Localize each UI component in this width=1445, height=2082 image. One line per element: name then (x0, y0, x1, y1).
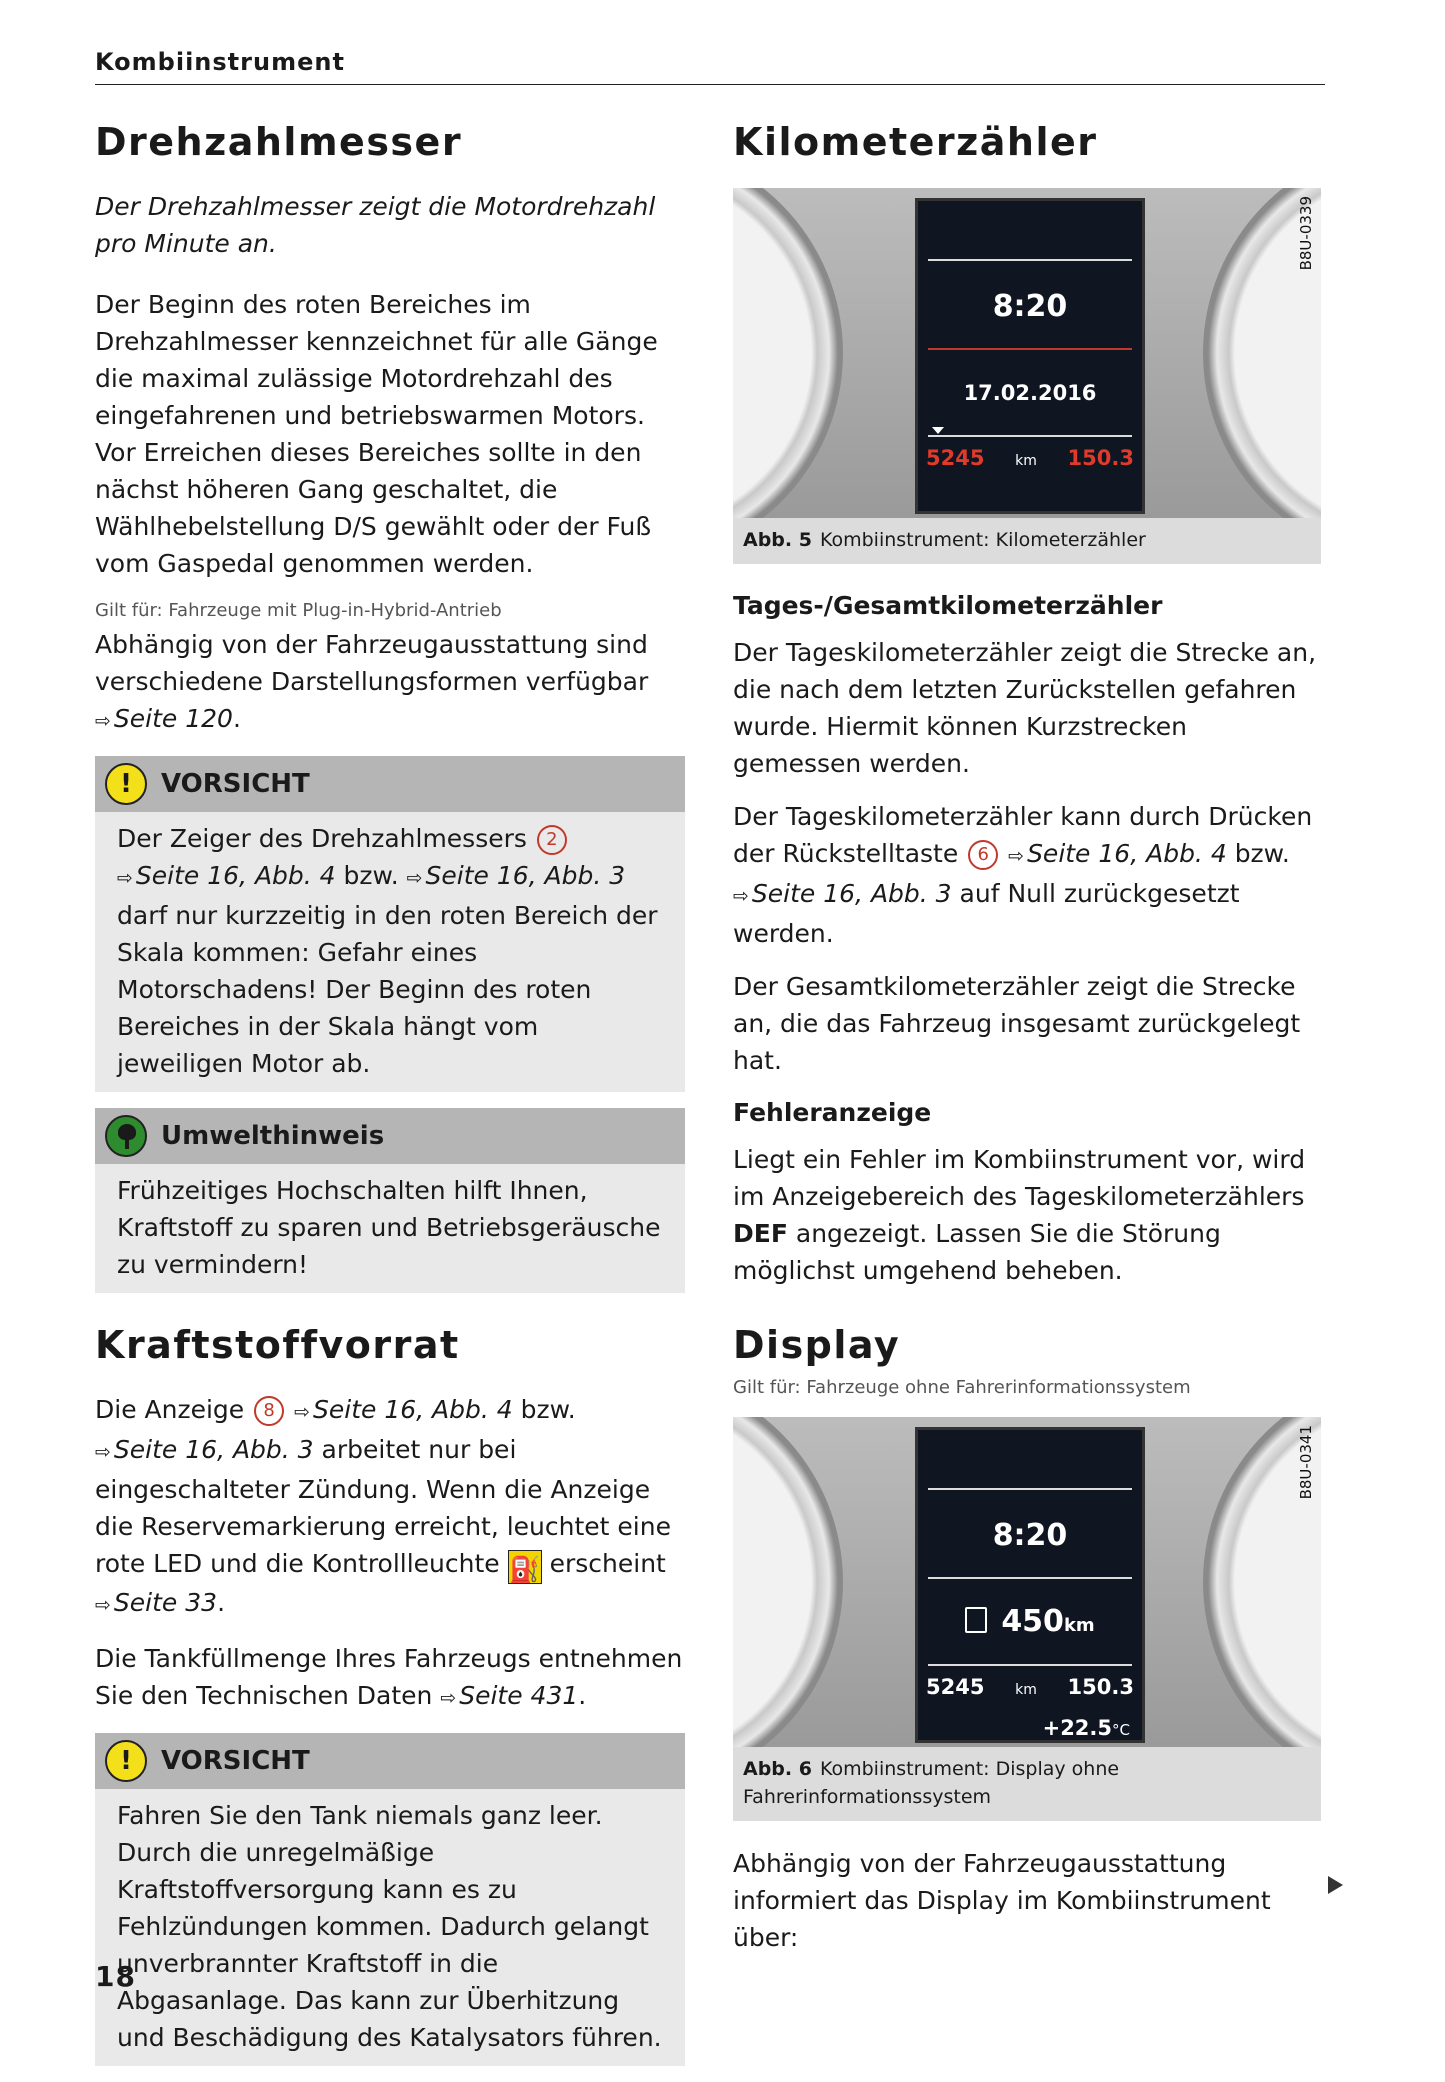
range-unit: km (1063, 1615, 1095, 1636)
arrow-right-icon: ⇨ (406, 867, 423, 889)
running-header: Kombiinstrument (95, 48, 345, 76)
figure-caption: Abb. 5 Kombiinstrument: Kilometerzähler (743, 529, 1146, 551)
figure-code: B8U-0341 (1297, 1425, 1315, 1500)
applies-hybrid: Gilt für: Fahrzeuge mit Plug-in-Hybrid-Antrieb (95, 600, 502, 621)
link-abb3[interactable]: ⇨ Seite 16, Abb. 3 (95, 1435, 314, 1464)
outside-temperature: +22.5°C (1042, 1716, 1130, 1740)
arrow-right-icon: ⇨ (440, 1687, 457, 1709)
umwelt-text: Frühzeitiges Hochschalten hilft Ihnen, Kraftstoff zu sparen und Betriebsgeräusche zu vermindern! (117, 1176, 661, 1279)
right-column (733, 112, 1321, 1972)
display-date: 17.02.2016 (963, 381, 1097, 405)
heading-drehzahlmesser: Drehzahlmesser (95, 120, 463, 164)
link-abb3[interactable]: ⇨ Seite 16, Abb. 3 (733, 879, 952, 908)
instrument-cluster-image (733, 188, 1321, 518)
warning-icon: ! (105, 763, 147, 805)
lead-drehzahlmesser: Der Drehzahlmesser zeigt die Motordrehzahl pro Minute an. (95, 192, 656, 258)
arrow-right-icon: ⇨ (117, 867, 133, 889)
callout-number: 8 (254, 1396, 284, 1426)
link-abb4[interactable]: ⇨ Seite 16, Abb. 4 (117, 861, 336, 890)
hybrid-paragraph: Abhängig von der Fahrzeugausstattung sind verschiedene Darstellungsformen verfügbar ⇨ Seite 120. (95, 630, 649, 733)
p-tageskm: Der Tageskilometerzähler zeigt die Strecke an, die nach dem letzten Zurückstellen gefahren wurde. Hiermit können Kurzstrecken gemessen werden. (733, 638, 1317, 778)
p-display-info: Abhängig von der Fahrzeugausstattung informiert das Display im Kombiinstrument über: (733, 1849, 1271, 1952)
odometer-row (926, 1675, 1134, 1699)
fuel-pump-icon (965, 1607, 987, 1633)
link-seite-33[interactable]: ⇨ Seite 33 (95, 1588, 218, 1617)
cluster-display (915, 1427, 1145, 1743)
km-unit: km (1015, 453, 1037, 469)
total-value: 150.3 (1067, 446, 1134, 470)
vorsicht-text-kraftstoff: Fahren Sie den Tank niemals ganz leer. Durch die unregelmäßige Kraftstoffversorgung kann es zu Fehlzündungen kommen. Dadurch gelangt unverbrannter Kraftstoff in die Abgasanlage. Das kann zur Überhitzung und Beschädigung des Katalysators führen. (117, 1801, 662, 2052)
figure-abb5 (733, 188, 1321, 564)
vorsicht-label: VORSICHT (161, 1746, 310, 1776)
arrow-right-icon: ⇨ (294, 1401, 310, 1423)
indicator-triangle-icon (932, 427, 944, 434)
odometer-row (926, 446, 1134, 470)
heading-display: Display (733, 1323, 901, 1367)
body-kraftstoff: Die Anzeige 8 ⇨ Seite 16, Abb. 4 bzw. ⇨ Seite 16, Abb. 3 arbeitet nur bei eingeschalteter Zündung. Wenn die Anzeige die Reservemarkierung erreicht, leuchtet eine rote LED und die Kontrollleuchte ⛽ erscheint ⇨ Seite 33. (95, 1395, 671, 1617)
vorsicht-text-drehzahl: Der Zeiger des Drehzahlmessers 2 ⇨ Seite 16, Abb. 4 bzw. ⇨ Seite 16, Abb. 3 darf nur kurzzeitig in den roten Bereich der Skala kommen: Gefahr eines Motorschadens! Der Beginn des roten Bereiches in der Skala hängt vom jeweiligen Motor ab. (117, 824, 658, 1078)
display-time: 8:20 (992, 1518, 1068, 1553)
link-seite-120[interactable]: ⇨ Seite 120 (95, 704, 233, 733)
total-value: 150.3 (1067, 1675, 1134, 1699)
fuel-warning-icon: ⛽ (508, 1550, 542, 1584)
umwelt-label: Umwelthinweis (161, 1121, 385, 1151)
cluster-display (915, 198, 1145, 514)
km-unit: km (1015, 1682, 1037, 1698)
link-abb4[interactable]: ⇨ Seite 16, Abb. 4 (294, 1395, 513, 1424)
tank-paragraph: Die Tankfüllmenge Ihres Fahrzeugs entnehmen Sie den Technischen Daten ⇨ Seite 431. (95, 1644, 683, 1710)
figure-code: B8U-0339 (1297, 196, 1315, 271)
arrow-right-icon: ⇨ (733, 885, 749, 907)
p-ruecksetzen: Der Tageskilometerzähler kann durch Drücken der Rückstelltaste 6 ⇨ Seite 16, Abb. 4 bzw. ⇨ Seite 16, Abb. 3 auf Null zurückgesetzt werden. (733, 802, 1313, 948)
warning-icon: ! (105, 1740, 147, 1782)
continue-arrow-icon[interactable] (1328, 1876, 1343, 1894)
heading-kraftstoffvorrat: Kraftstoffvorrat (95, 1323, 460, 1367)
left-gauge (733, 188, 843, 518)
instrument-cluster-image (733, 1417, 1321, 1747)
umwelthinweis-box (95, 1108, 685, 1293)
page-number: 18 (95, 1960, 136, 1993)
display-time: 8:20 (992, 289, 1068, 324)
left-column (95, 112, 685, 2082)
arrow-right-icon: ⇨ (95, 710, 111, 732)
range-row (918, 1604, 1142, 1639)
body-drehzahlmesser: Der Beginn des roten Bereiches im Drehzahlmesser kennzeichnet für alle Gänge die maximal zulässige Motordrehzahl des eingefahrenen und betriebswarmen Motors. Vor Erreichen dieses Bereiches sollte in den nächst höheren Gang geschaltet, die Wählhebelstellung D/S gewählt oder der Fuß vom Gaspedal genommen werden. (95, 290, 658, 578)
tree-icon (105, 1115, 147, 1157)
p-fehler: Liegt ein Fehler im Kombiinstrument vor, wird im Anzeigebereich des Tageskilometerzählers DEF angezeigt. Lassen Sie die Störung möglichst umgehend beheben. (733, 1145, 1306, 1285)
trip-value: 5245 (926, 1675, 985, 1699)
subheading-tages-gesamt: Tages-/Gesamtkilometerzähler (733, 591, 1163, 620)
figure-abb6 (733, 1417, 1321, 1821)
link-abb3[interactable]: ⇨ Seite 16, Abb. 3 (406, 861, 626, 890)
link-seite-431[interactable]: ⇨ Seite 431 (440, 1681, 579, 1710)
range-value: 450 (1001, 1604, 1064, 1639)
trip-value: 5245 (926, 446, 985, 470)
vorsicht-box-drehzahl (95, 756, 685, 1092)
left-gauge (733, 1417, 843, 1747)
vorsicht-label: VORSICHT (161, 769, 310, 799)
link-abb4[interactable]: ⇨ Seite 16, Abb. 4 (1008, 839, 1227, 868)
callout-number: 6 (968, 840, 998, 870)
applies-display: Gilt für: Fahrzeuge ohne Fahrerinformationssystem (733, 1377, 1191, 1398)
heading-kilometerzaehler: Kilometerzähler (733, 120, 1098, 164)
subheading-fehleranzeige: Fehleranzeige (733, 1098, 932, 1127)
p-gesamtkm: Der Gesamtkilometerzähler zeigt die Strecke an, die das Fahrzeug insgesamt zurückgelegt hat. (733, 972, 1301, 1075)
callout-number: 2 (537, 825, 567, 855)
arrow-right-icon: ⇨ (95, 1594, 111, 1616)
header-divider (95, 84, 1325, 85)
vorsicht-box-kraftstoff (95, 1733, 685, 2066)
arrow-right-icon: ⇨ (95, 1441, 111, 1463)
figure-caption: Abb. 6 Kombiinstrument: Display ohne Fahrerinformationssystem (743, 1758, 1120, 1808)
arrow-right-icon: ⇨ (1008, 845, 1025, 867)
